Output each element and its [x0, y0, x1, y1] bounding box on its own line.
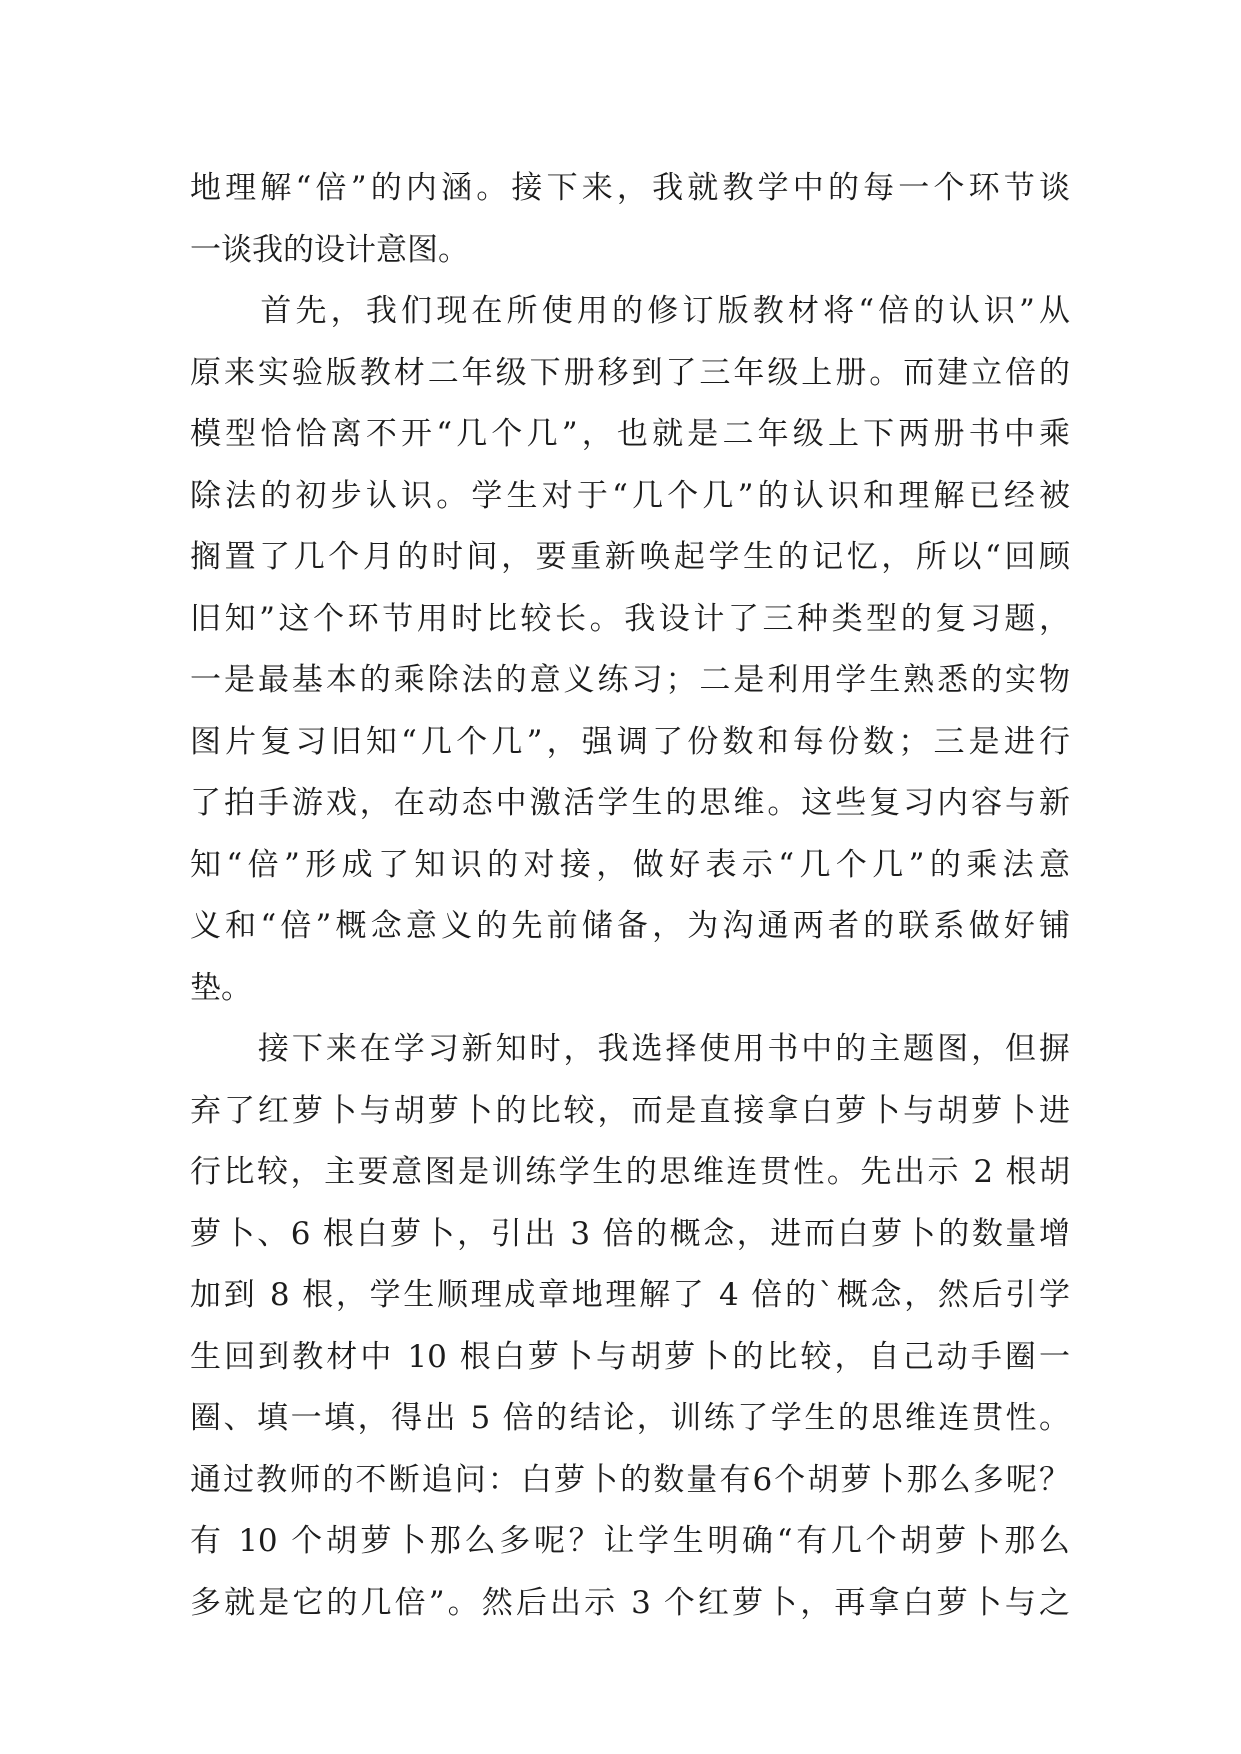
text-line: 通过教师的不断追问：白萝卜的数量有6个胡萝卜那么多呢？: [190, 1461, 1070, 1498]
text-line: 多就是它的几倍”。然后出示 3 个红萝卜，再拿白萝卜与之: [190, 1584, 1070, 1621]
text-line: 垫。: [190, 969, 252, 1006]
text-line: 模型恰恰离不开“几个几”，也就是二年级上下两册书中乘: [190, 416, 1070, 452]
text-line: 生回到教材中 10 根白萝卜与胡萝卜的比较，自己动手圈一: [190, 1338, 1070, 1375]
text-line: 原来实验版教材二年级下册移到了三年级上册。而建立倍的: [190, 354, 1070, 391]
text-line: 搁置了几个月的时间，要重新唤起学生的记忆，所以“回顾: [190, 539, 1070, 575]
text-line: 图片复习旧知“几个几”，强调了份数和每份数；三是进行: [190, 723, 1070, 760]
text-line: 义和“倍”概念意义的先前储备，为沟通两者的联系做好铺: [190, 908, 1070, 944]
text-line: 圈、填一填，得出 5 倍的结论，训练了学生的思维连贯性。: [190, 1400, 1070, 1436]
text-line: 了拍手游戏，在动态中激活学生的思维。这些复习内容与新: [190, 785, 1070, 821]
text-line: 地理解“倍”的内涵。接下来，我就教学中的每一个环节谈: [190, 170, 1070, 206]
text-line: 行比较，主要意图是训练学生的思维连贯性。先出示 2 根胡: [190, 1154, 1070, 1190]
text-line: 有 10 个胡萝卜那么多呢？让学生明确“有几个胡萝卜那么: [190, 1523, 1070, 1559]
text-line: 旧知”这个环节用时比较长。我设计了三种类型的复习题，: [190, 600, 1070, 637]
text-line: 接下来在学习新知时，我选择使用书中的主题图，但摒: [190, 1031, 1070, 1067]
text-line: 弃了红萝卜与胡萝卜的比较，而是直接拿白萝卜与胡萝卜进: [190, 1092, 1070, 1129]
text-line: 一是最基本的乘除法的意义练习；二是利用学生熟悉的实物: [190, 662, 1070, 698]
text-line: 知“倍”形成了知识的对接，做好表示“几个几”的乘法意: [190, 846, 1070, 883]
text-line: 加到 8 根，学生顺理成章地理解了 4 倍的`概念，然后引学: [190, 1277, 1070, 1313]
text-line: 除法的初步认识。学生对于“几个几”的认识和理解已经被: [190, 477, 1070, 514]
body-text: [190, 158, 1070, 1634]
text-line: 一谈我的设计意图。: [190, 231, 469, 268]
text-line: 萝卜、6 根白萝卜，引出 3 倍的概念，进而白萝卜的数量增: [190, 1215, 1070, 1252]
text-line: 首先，我们现在所使用的修订版教材将“倍的认识”从: [190, 293, 1070, 329]
